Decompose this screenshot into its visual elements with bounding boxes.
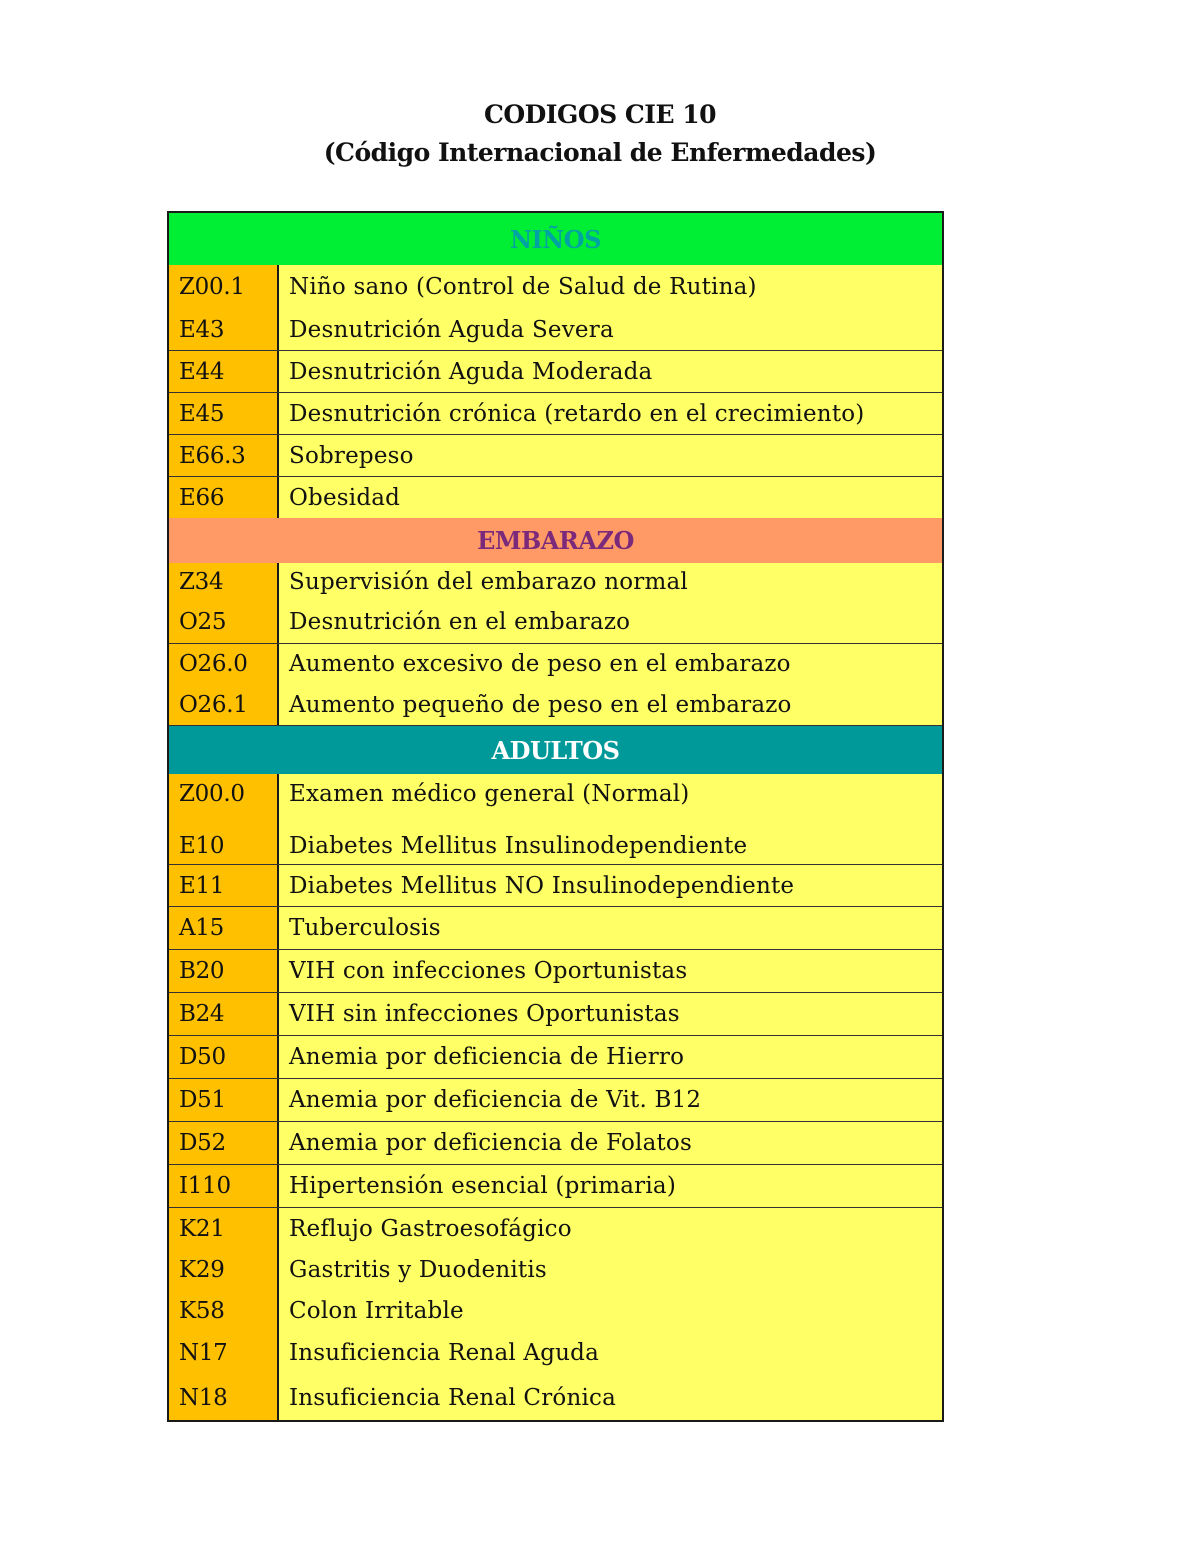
table-row [169, 1290, 942, 1331]
description-cell: VIH con infecciones Oportunistas [289, 958, 688, 984]
description-cell: Tuberculosis [289, 915, 441, 941]
code-cell: K29 [169, 1249, 279, 1290]
description-cell: Diabetes Mellitus Insulinodependiente [289, 833, 748, 859]
code-cell: B20 [169, 950, 279, 992]
code-cell: D52 [169, 1122, 279, 1164]
code-cell: B24 [169, 993, 279, 1035]
table-row [169, 864, 942, 906]
description-cell: Niño sano (Control de Salud de Rutina) [289, 274, 757, 300]
code-cell: Z00.0 [169, 774, 279, 814]
description-cell: Hipertensión esencial (primaria) [289, 1173, 677, 1199]
description-cell: VIH sin infecciones Oportunistas [289, 1001, 680, 1027]
description-cell: Anemia por deficiencia de Vit. B12 [289, 1087, 702, 1113]
table-row [169, 906, 942, 949]
description-cell: Desnutrición Aguda Severa [289, 316, 614, 343]
table-row [169, 309, 942, 350]
code-cell: E11 [169, 865, 279, 906]
code-cell: Z00.1 [169, 265, 279, 309]
table-row [169, 949, 942, 992]
table-row [169, 1331, 942, 1375]
description-cell: Aumento pequeño de peso en el embarazo [289, 691, 792, 718]
code-cell: O26.1 [169, 684, 279, 725]
table-row [169, 774, 942, 814]
code-cell: E66 [169, 477, 279, 518]
description-cell: Diabetes Mellitus NO Insulinodependiente [289, 872, 795, 899]
description-cell: Aumento excesivo de peso en el embarazo [289, 651, 791, 677]
section-header-embarazo [169, 518, 942, 563]
description-cell: Anemia por deficiencia de Hierro [289, 1044, 685, 1070]
table-row [169, 1207, 942, 1249]
table-row [169, 434, 942, 476]
code-cell: E66.3 [169, 435, 279, 476]
code-cell: Z34 [169, 563, 279, 601]
table-row [169, 814, 942, 864]
code-cell: N17 [169, 1331, 279, 1375]
code-cell: E44 [169, 351, 279, 392]
description-cell: Colon Irritable [289, 1297, 464, 1324]
description-cell: Gastritis y Duodenitis [289, 1256, 547, 1283]
table-row [169, 992, 942, 1035]
description-cell: Supervisión del embarazo normal [289, 569, 688, 595]
code-cell: E10 [169, 814, 279, 864]
title-line-1: CODIGOS CIE 10 [483, 100, 717, 129]
table-row [169, 563, 942, 601]
table-row [169, 601, 942, 643]
description-cell: Desnutrición Aguda Moderada [289, 358, 653, 385]
description-cell: Examen médico general (Normal) [289, 781, 690, 807]
code-cell: K58 [169, 1290, 279, 1331]
title-line-2: (Código Internacional de Enfermedades) [323, 138, 877, 167]
table-row [169, 476, 942, 518]
table-row [169, 1375, 942, 1420]
section-title-embarazo: EMBARAZO [477, 526, 634, 555]
table-row [169, 1121, 942, 1164]
code-cell: O26.0 [169, 644, 279, 684]
code-cell: D50 [169, 1036, 279, 1078]
table-row [169, 1164, 942, 1207]
description-cell: Anemia por deficiencia de Folatos [289, 1130, 692, 1156]
code-cell: I110 [169, 1165, 279, 1207]
table-row [169, 1078, 942, 1121]
section-header-adultos [169, 725, 942, 774]
description-cell: Reflujo Gastroesofágico [289, 1215, 572, 1242]
code-cell: O25 [169, 601, 279, 643]
table-row [169, 1035, 942, 1078]
code-cell: D51 [169, 1079, 279, 1121]
table-row [169, 392, 942, 434]
table-row [169, 265, 942, 309]
table-row [169, 350, 942, 392]
description-cell: Sobrepeso [289, 442, 414, 469]
table-row [169, 1249, 942, 1290]
document-title [0, 96, 1200, 172]
code-cell: E45 [169, 393, 279, 434]
description-cell: Desnutrición en el embarazo [289, 609, 631, 635]
description-cell: Desnutrición crónica (retardo en el crecimiento) [289, 400, 865, 427]
section-header-ninos [169, 213, 942, 265]
code-cell: A15 [169, 907, 279, 949]
code-cell: K21 [169, 1208, 279, 1249]
code-cell: E43 [169, 309, 279, 350]
section-title-adultos: ADULTOS [491, 735, 620, 765]
cie10-table [167, 211, 944, 1422]
table-row [169, 643, 942, 684]
description-cell: Obesidad [289, 484, 401, 511]
table-row [169, 684, 942, 725]
description-cell: Insuficiencia Renal Aguda [289, 1340, 600, 1366]
description-cell: Insuficiencia Renal Crónica [289, 1384, 617, 1411]
code-cell: N18 [169, 1375, 279, 1420]
section-title-ninos: NIÑOS [510, 224, 601, 254]
